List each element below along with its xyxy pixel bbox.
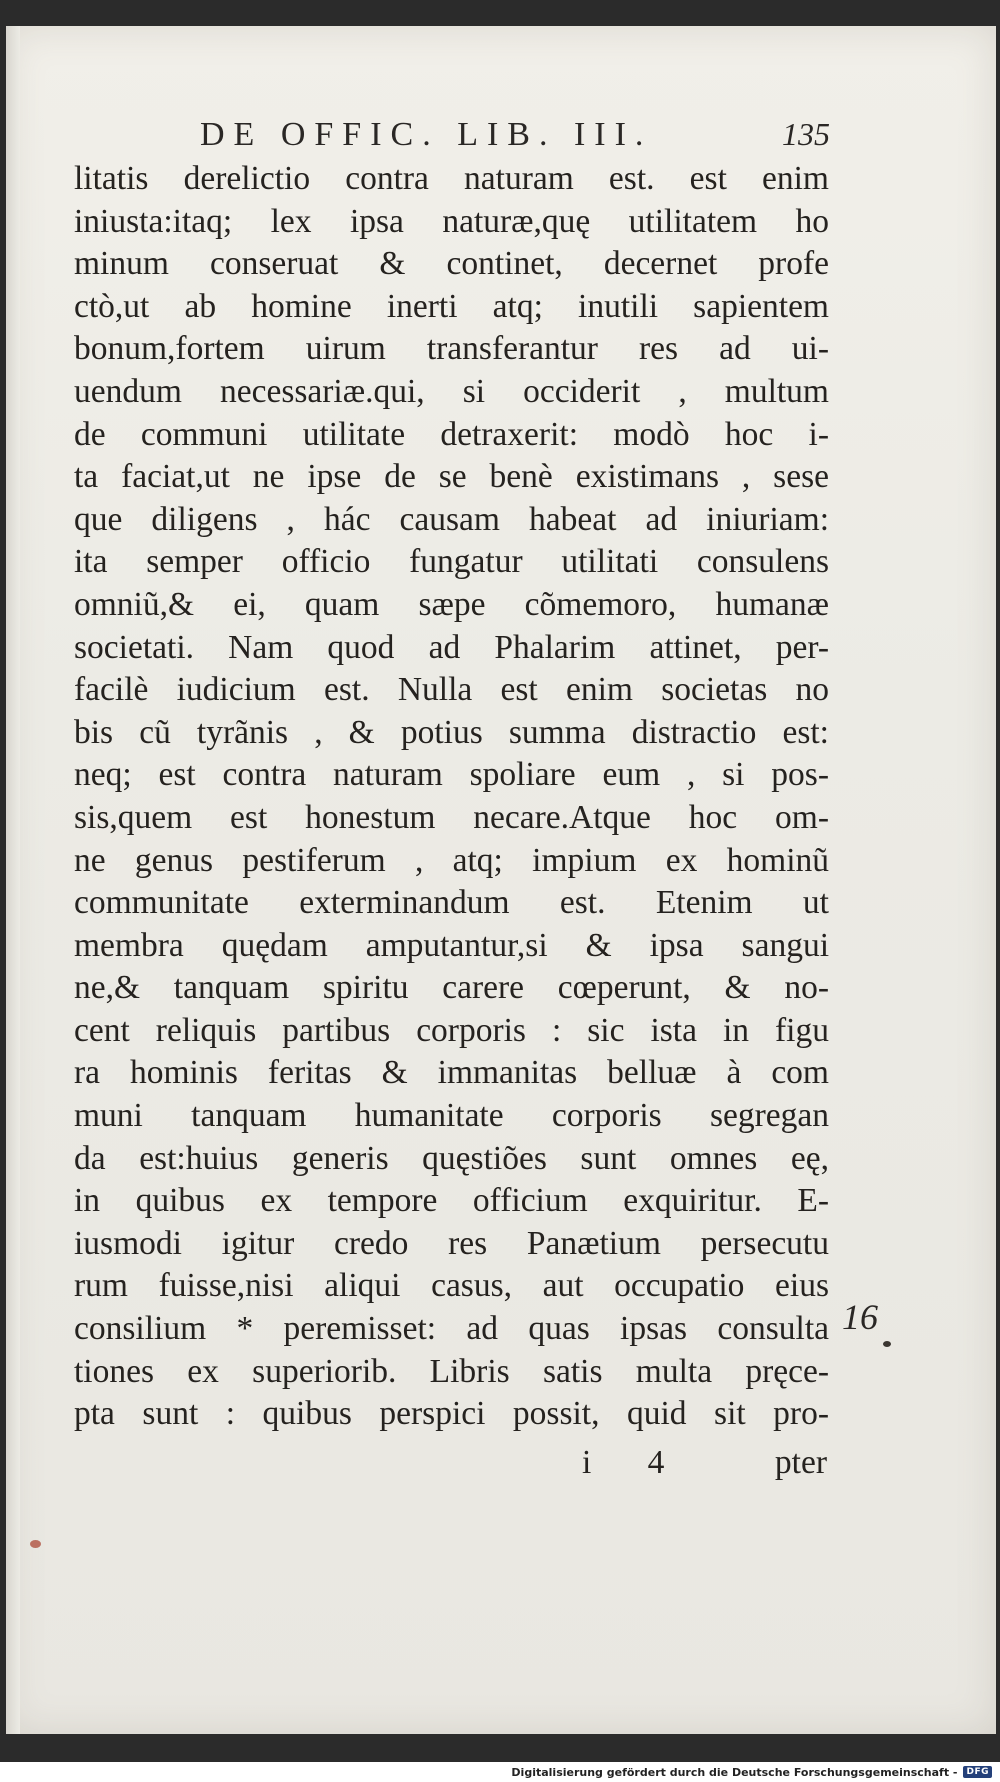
body-text xyxy=(74,158,829,1436)
text-line: societati. Nam quod ad Phalarim attinet, per- xyxy=(74,628,829,666)
text-line: litatis derelictio contra naturam est. est enim xyxy=(74,160,829,197)
catchword: pter xyxy=(774,1444,827,1481)
text-line: iusmodi igitur credo res Panætium persecutu xyxy=(74,1224,829,1262)
text-line: pta sunt : quibus perspici possit, quid sit pro- xyxy=(74,1395,829,1433)
page-number: 135 xyxy=(782,116,830,152)
text-line: cent reliquis partibus corporis : sic ista in figu xyxy=(74,1011,829,1049)
text-line: in quibus ex tempore officium exquiritur. E- xyxy=(74,1182,829,1220)
text-line: de communi utilitate detraxerit: modò hoc i- xyxy=(74,415,829,453)
ink-mark xyxy=(883,1341,891,1347)
text-line: bonum,fortem uirum transferantur res ad ui- xyxy=(74,330,829,368)
text-line: ra hominis feritas & immanitas belluæ à com xyxy=(74,1054,829,1092)
text-line: bis cũ tyrãnis , & potius summa distractio est: xyxy=(74,713,829,751)
digitization-footer xyxy=(0,1762,1000,1782)
text-line: ita semper officio fungatur utilitati consulens xyxy=(74,543,829,581)
text-line: consilium * peremisset: ad quas ipsas consulta xyxy=(74,1310,829,1348)
text-line: ne genus pestiferum , atq; impium ex hominũ xyxy=(74,841,829,879)
text-line: ctò,ut ab homine inerti atq; inutili sapientem xyxy=(74,287,829,325)
text-line: ne,& tanquam spiritu carere cœperunt, & no- xyxy=(74,969,829,1007)
text-line: iniusta:itaq; lex ipsa naturæ,quę utilitatem ho xyxy=(74,202,829,240)
page-gutter-shadow xyxy=(6,26,20,1734)
text-line: membra quędam amputantur,si & ipsa sangui xyxy=(74,926,829,964)
text-line: da est:huius generis quęstiões sunt omnes eę, xyxy=(74,1139,829,1177)
text-line: communitate exterminandum est. Etenim ut xyxy=(74,884,829,922)
text-line: ta faciat,ut ne ipse de se benè existimans , sese xyxy=(74,458,829,496)
running-head-title: DE OFFIC. LIB. III. xyxy=(200,116,653,153)
dfg-logo-icon: DFG xyxy=(963,1766,992,1778)
text-line: sis,quem est honestum necare.Atque hoc om- xyxy=(74,798,829,836)
catchword-line xyxy=(74,1444,829,1486)
text-line: muni tanquam humanitate corporis segregan xyxy=(74,1097,829,1135)
text-line: que diligens , hác causam habeat ad iniuriam: xyxy=(74,500,829,538)
text-line: minum conseruat & continet, decernet profe xyxy=(74,245,829,283)
funding-credit: Digitalisierung gefördert durch die Deutsche Forschungsgemeinschaft - xyxy=(511,1765,958,1779)
text-line: facilè iudicium est. Nulla est enim societas no xyxy=(74,671,829,709)
text-line: neq; est contra naturam spoliare eum , si pos- xyxy=(74,756,829,794)
text-line: uendum necessariæ.qui, si occiderit , multum xyxy=(74,372,829,410)
text-line: rum fuisse,nisi aliqui casus, aut occupatio eius xyxy=(74,1267,829,1305)
margin-annotation: 16 xyxy=(842,1297,878,1337)
signature-mark: i 4 xyxy=(582,1444,689,1481)
running-head xyxy=(200,116,830,154)
text-line: tiones ex superiorib. Libris satis multa pręce- xyxy=(74,1352,829,1390)
text-line: omniũ,& ei, quam sæpe cõmemoro, humanæ xyxy=(74,585,829,623)
red-ink-spot xyxy=(30,1540,41,1548)
